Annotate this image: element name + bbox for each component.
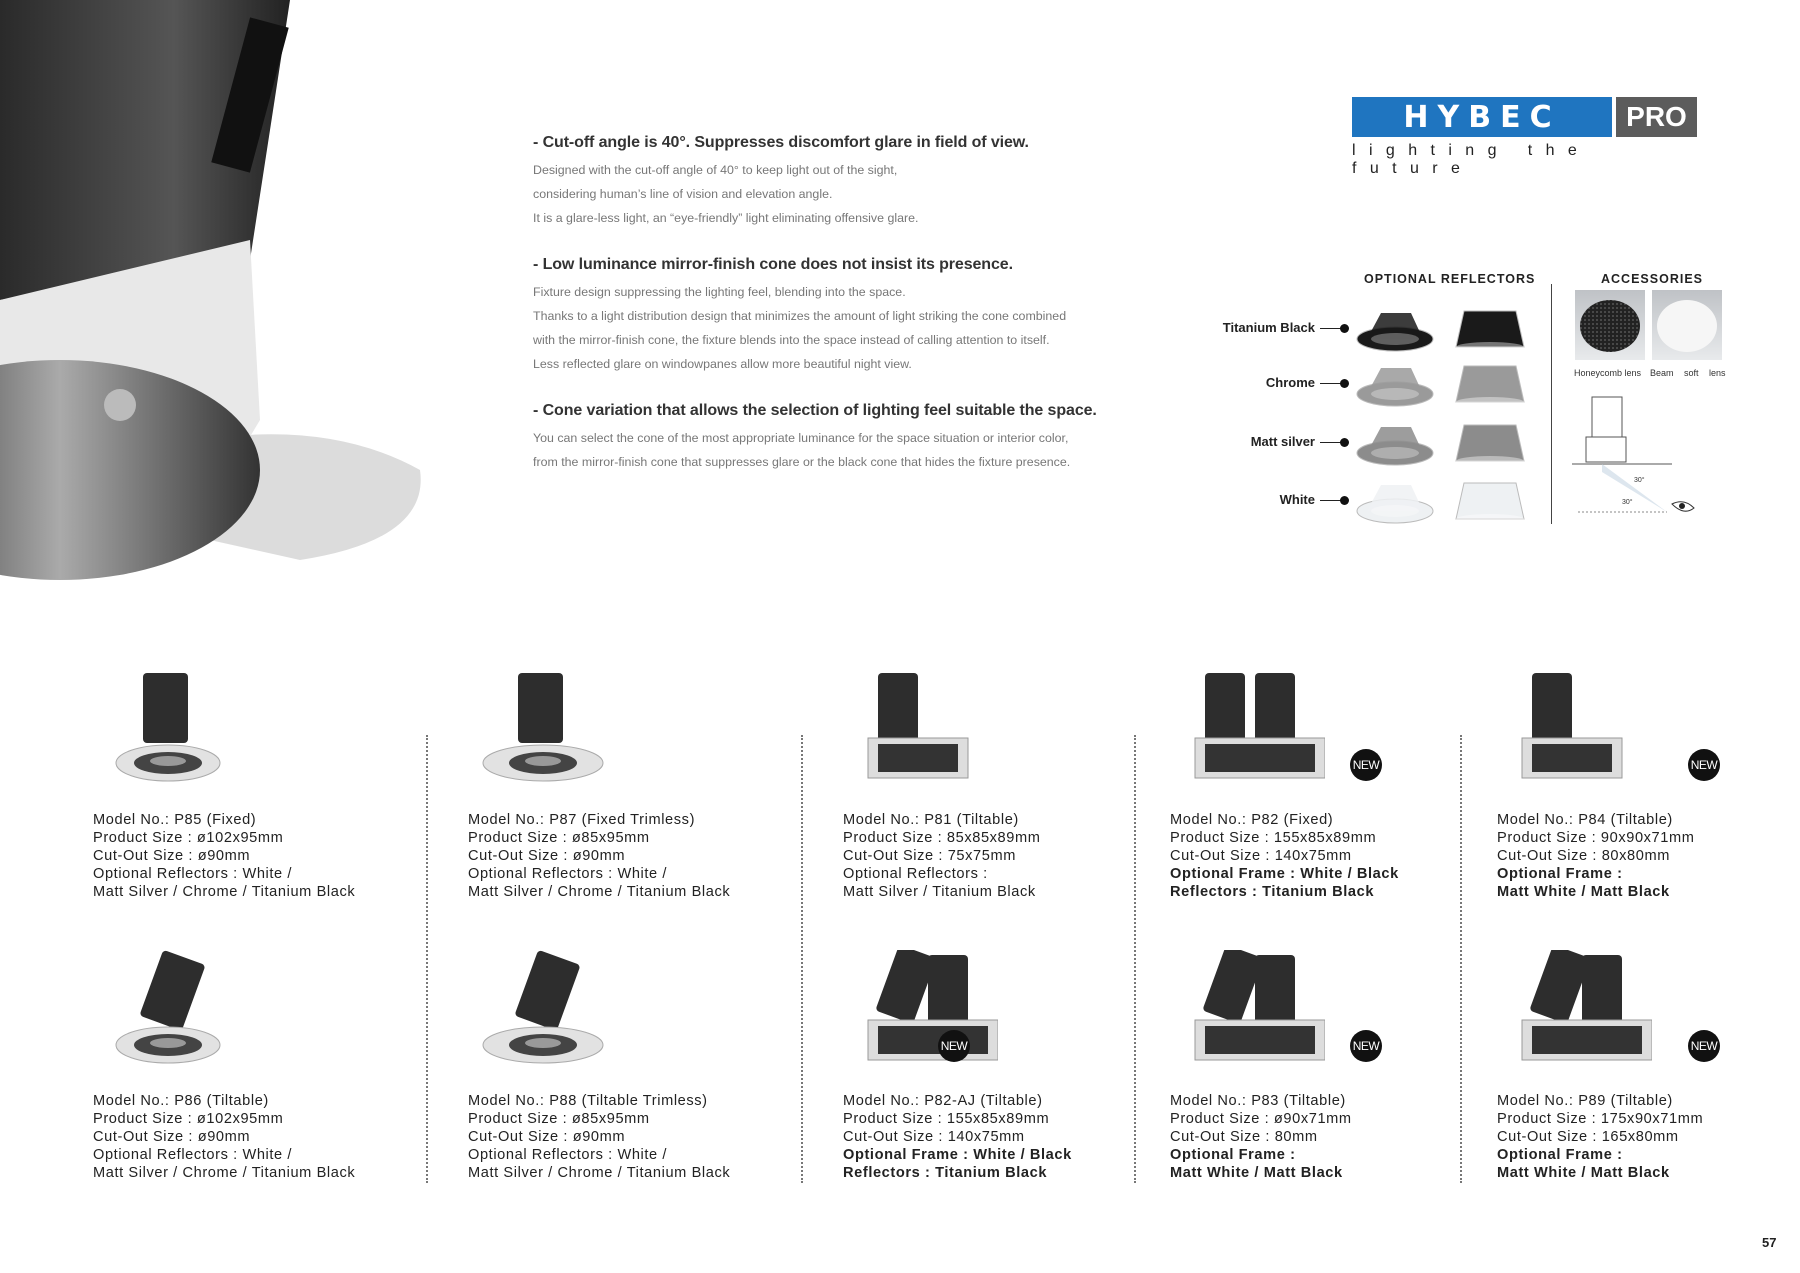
spec-line: Product Size : 155x85x89mm — [1170, 830, 1377, 846]
feature-text: Designed with the cut-off angle of 40° to keep light out of the sight, — [533, 163, 898, 177]
product-specs — [1170, 1092, 1490, 1182]
beam-soft-lens-caption: Beam soft lens — [1650, 368, 1726, 378]
spec-line: Cut-Out Size : ø90mm — [468, 848, 626, 864]
feature-text: considering human’s line of vision and elevation angle. — [533, 187, 833, 201]
reflector-label: Chrome — [1265, 375, 1315, 390]
spec-line: Matt Silver / Chrome / Titanium Black — [93, 1165, 356, 1181]
spec-line: Product Size : ø102x95mm — [93, 830, 284, 846]
spec-line: Optional Reflectors : White / — [93, 1147, 293, 1163]
feature-text: You can select the cone of the most appropriate luminance for the space situation or interior color, — [533, 431, 1069, 445]
spec-line: Optional Reflectors : — [843, 866, 988, 882]
spec-line: Matt White / Matt Black — [1497, 884, 1670, 900]
angle-label: 30° — [1622, 499, 1633, 506]
feature-heading: - Cut-off angle is 40°. Suppresses discomfort glare in field of view. — [533, 134, 1029, 151]
spec-line: Product Size : 90x90x71mm — [1497, 830, 1695, 846]
spec-line: Matt Silver / Chrome / Titanium Black — [468, 1165, 731, 1181]
reflector-image-side — [1450, 417, 1530, 467]
spec-line: Cut-Out Size : 140x75mm — [1170, 848, 1352, 864]
spec-line: Model No.: P81 (Tiltable) — [843, 812, 1019, 828]
feature-text: from the mirror-finish cone that suppresses glare or the black cone that hides the fixture presence. — [533, 455, 1071, 469]
spec-line: Optional Frame : — [1497, 866, 1623, 882]
spec-line: Reflectors : Titanium Black — [843, 1165, 1048, 1181]
leader-dot — [1340, 324, 1349, 333]
feature-block — [533, 402, 1153, 474]
spec-line: Model No.: P82-AJ (Tiltable) — [843, 1093, 1043, 1109]
product-image — [1502, 950, 1652, 1070]
new-badge: NEW — [1688, 1030, 1720, 1062]
spec-line: Optional Reflectors : White / — [93, 866, 293, 882]
feature-heading: - Low luminance mirror-finish cone does not insist its presence. — [533, 256, 1013, 273]
product-specs — [1497, 811, 1800, 901]
spec-line: Product Size : ø102x95mm — [93, 1111, 284, 1127]
spec-line: Product Size : 85x85x89mm — [843, 830, 1041, 846]
product-specs — [93, 811, 413, 901]
spec-line: Product Size : 175x90x71mm — [1497, 1111, 1704, 1127]
spec-line: Cut-Out Size : 165x80mm — [1497, 1129, 1679, 1145]
spec-line: Optional Frame : — [1497, 1147, 1623, 1163]
logo-suffix: PRO — [1616, 97, 1697, 137]
spec-line: Model No.: P89 (Tiltable) — [1497, 1093, 1673, 1109]
spec-line: Cut-Out Size : ø90mm — [93, 848, 251, 864]
product-image — [473, 950, 623, 1070]
spec-line: Cut-Out Size : 140x75mm — [843, 1129, 1025, 1145]
reflector-image-side — [1450, 303, 1530, 353]
product-image — [473, 668, 623, 788]
column-divider — [801, 735, 803, 1183]
product-image — [848, 668, 998, 788]
logo-tagline: lighting the future — [1352, 142, 1591, 177]
spec-line: Matt Silver / Chrome / Titanium Black — [93, 884, 356, 900]
reflector-image-angled — [1355, 417, 1435, 467]
spec-line: Cut-Out Size : 80mm — [1170, 1129, 1318, 1145]
reflector-image-side — [1450, 475, 1530, 525]
spec-line: Reflectors : Titanium Black — [1170, 884, 1375, 900]
feature-descriptions — [533, 134, 1153, 500]
spec-line: Product Size : ø85x95mm — [468, 1111, 650, 1127]
reflector-image-angled — [1355, 303, 1435, 353]
feature-text: It is a glare-less light, an “eye-friendly” light eliminating offensive glare. — [533, 211, 919, 225]
leader-dot — [1340, 379, 1349, 388]
spec-line: Cut-Out Size : ø90mm — [468, 1129, 626, 1145]
feature-heading: - Cone variation that allows the selection of lighting feel suitable the space. — [533, 402, 1097, 419]
spec-line: Model No.: P82 (Fixed) — [1170, 812, 1334, 828]
feature-block — [533, 134, 1153, 230]
spec-line: Product Size : ø85x95mm — [468, 830, 650, 846]
product-image — [1175, 950, 1325, 1070]
hero-downlight-photo — [0, 0, 440, 600]
honeycomb-lens-image — [1575, 290, 1645, 360]
product-specs — [1170, 811, 1490, 901]
accessories-title: ACCESSORIES — [1601, 272, 1703, 286]
spec-line: Product Size : ø90x71mm — [1170, 1111, 1352, 1127]
product-specs — [1497, 1092, 1800, 1182]
new-badge: NEW — [1350, 1030, 1382, 1062]
product-image — [1175, 668, 1325, 788]
product-image — [98, 950, 248, 1070]
reflector-label: Matt silver — [1250, 434, 1315, 449]
section-divider — [1551, 284, 1552, 524]
product-image — [848, 950, 998, 1070]
honeycomb-lens-caption: Honeycomb lens — [1574, 368, 1642, 378]
column-divider — [426, 735, 428, 1183]
angle-label: 30° — [1634, 477, 1645, 484]
feature-text: Thanks to a light distribution design that minimizes the amount of light striking the cone combined — [533, 309, 1067, 323]
reflector-label: White — [1279, 492, 1315, 507]
page-number: 57 — [1762, 1235, 1777, 1250]
spec-line: Optional Frame : White / Black — [1170, 866, 1399, 882]
spec-line: Optional Reflectors : White / — [468, 1147, 668, 1163]
spec-line: Model No.: P84 (Tiltable) — [1497, 812, 1673, 828]
feature-text: Less reflected glare on windowpanes allow more beautiful night view. — [533, 357, 912, 371]
leader-dot — [1340, 438, 1349, 447]
spec-line: Model No.: P85 (Fixed) — [93, 812, 257, 828]
new-badge: NEW — [938, 1030, 970, 1062]
spec-line: Model No.: P83 (Tiltable) — [1170, 1093, 1346, 1109]
product-image — [98, 668, 248, 788]
product-specs — [93, 1092, 413, 1182]
feature-text: with the mirror-finish cone, the fixture blends into the space instead of calling attention to itself. — [533, 333, 1050, 347]
spec-line: Optional Frame : White / Black — [843, 1147, 1072, 1163]
product-specs — [468, 1092, 788, 1182]
new-badge: NEW — [1688, 749, 1720, 781]
reflector-image-side — [1450, 358, 1530, 408]
hybec-pro-logo — [1352, 97, 1697, 137]
product-image — [1502, 668, 1652, 788]
spec-line: Matt White / Matt Black — [1497, 1165, 1670, 1181]
spec-line: Matt White / Matt Black — [1170, 1165, 1343, 1181]
spec-line: Model No.: P88 (Tiltable Trimless) — [468, 1093, 708, 1109]
product-specs — [843, 811, 1163, 901]
feature-block — [533, 256, 1153, 376]
spec-line: Model No.: P87 (Fixed Trimless) — [468, 812, 696, 828]
spec-line: Matt Silver / Titanium Black — [843, 884, 1036, 900]
product-specs — [468, 811, 788, 901]
leader-dot — [1340, 496, 1349, 505]
beam-soft-lens-image — [1652, 290, 1722, 360]
spec-line: Optional Reflectors : White / — [468, 866, 668, 882]
spec-line: Product Size : 155x85x89mm — [843, 1111, 1050, 1127]
reflector-image-angled — [1355, 358, 1435, 408]
reflector-label: Titanium Black — [1222, 320, 1315, 335]
feature-text: Fixture design suppressing the lighting feel, blending into the space. — [533, 285, 906, 299]
spec-line: Model No.: P86 (Tiltable) — [93, 1093, 269, 1109]
spec-line: Cut-Out Size : 75x75mm — [843, 848, 1016, 864]
glare-angle-diagram — [1572, 392, 1717, 527]
logo-brand: HYBEC — [1352, 97, 1612, 137]
spec-line: Cut-Out Size : ø90mm — [93, 1129, 251, 1145]
spec-line: Cut-Out Size : 80x80mm — [1497, 848, 1670, 864]
product-specs — [843, 1092, 1163, 1182]
reflectors-title: OPTIONAL REFLECTORS — [1364, 272, 1536, 286]
spec-line: Matt Silver / Chrome / Titanium Black — [468, 884, 731, 900]
new-badge: NEW — [1350, 749, 1382, 781]
spec-line: Optional Frame : — [1170, 1147, 1296, 1163]
reflector-image-angled — [1355, 475, 1435, 525]
